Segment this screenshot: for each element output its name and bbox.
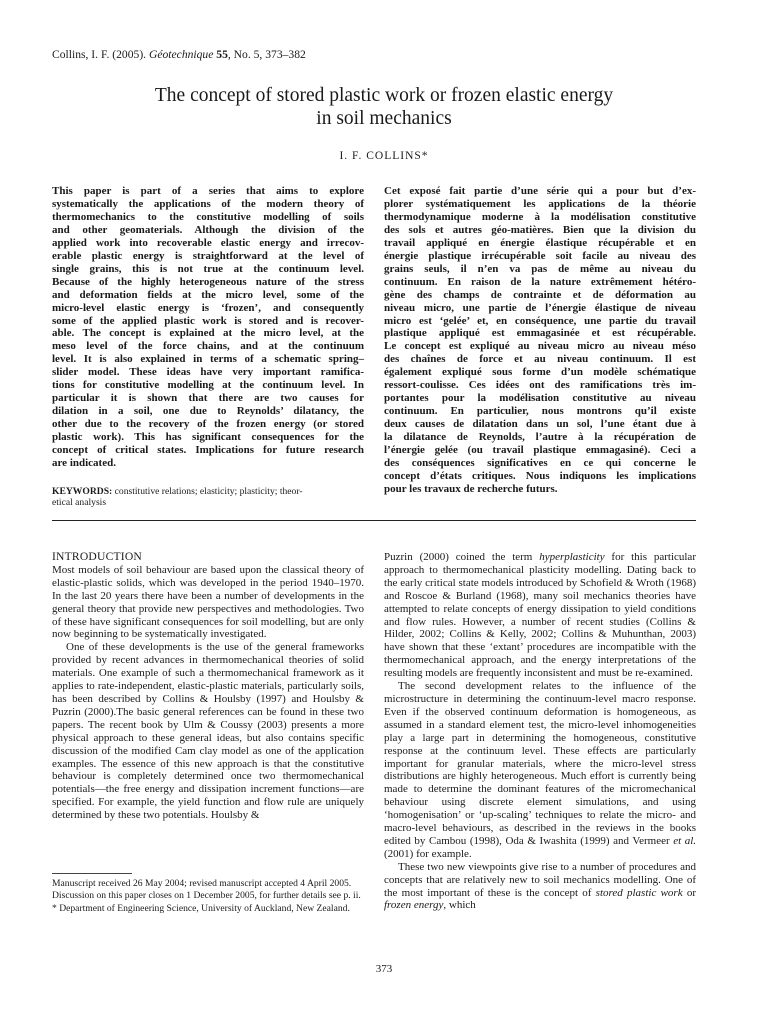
term-frozen-energy: frozen energy: [384, 899, 444, 912]
abstract-line: systematically the applications of the modern theory of: [52, 197, 364, 210]
citation-rest: , No. 5, 373–382: [227, 48, 306, 61]
abstract-line: la dilatance de Reynolds, l’autre à la récupération de: [384, 431, 696, 444]
text-run: for this particular approach to thermomechanical plasticity modelling. Dating back to the early critical state models introduced by Schofield & Wroth (1968) and Roscoe & Burland (1968), many soil mechanics theories have attempted to relate concepts of energy dissipation to yield conditions and flow rules. However, a number of recent studies (Collins & Hilder, 2002; Collins & Kelly, 2002; Collins & Muhunthan, 2003) have shown that these ‘extant’ procedures are incompatible with the thermomechanical approach, and the energy interpretations of the resulting models are frequently inconsistent and must be re-examined.: [384, 551, 696, 680]
body-right-column: [384, 551, 696, 912]
footnote-affiliation: * Department of Engineering Science, University of Auckland, New Zealand.: [52, 902, 350, 914]
abstract-line: plastique appliqué est emmagasinée et est récupérable.: [384, 327, 696, 340]
text-run: , which: [443, 899, 476, 912]
abstract-line: erable plastic energy is straightforward at the level of: [52, 249, 364, 262]
abstract-line: meso level of the force chains, and at the continuum: [52, 340, 364, 353]
abstract-line: continuum. En particulier, nous montrons qu’il existe: [384, 405, 696, 418]
abstract-line: plastic work). This has significant consequences for the: [52, 431, 364, 444]
abstract-line: Le concept est expliqué au niveau micro au niveau méso: [384, 340, 696, 353]
abstract-line: Cet exposé fait partie d’une série qui a pour but d’ex-: [384, 185, 696, 197]
abstract-line: gène des champs de contrainte et de déformation au: [384, 288, 696, 301]
abstract-line: tions for constitutive modelling at the continuum level. In: [52, 379, 364, 392]
paragraph: Most models of soil behaviour are based upon the classical theory of elastic-plastic solids, which was developed in the period 1940–1970. In the last 20 years there have been a number of developments in the general theory that provide new perspectives and methodologies. Two of these have significant consequences for soil modelling, but are only now beginning to be systematically investigated.: [52, 563, 364, 641]
paragraph: [384, 680, 696, 861]
citation-journal: Géotechnique: [148, 48, 214, 61]
footnote-divider: [52, 873, 132, 874]
footnote-received: Manuscript received 26 May 2004; revised manuscript accepted 4 April 2005.: [52, 878, 352, 889]
abstract-french: [384, 185, 696, 496]
section-divider: [52, 520, 696, 521]
abstract-line: able. The concept is explained at the micro level, at the: [52, 327, 364, 340]
abstract-line: des sols et autres géo-matières. Bien que la division du: [384, 223, 696, 236]
abstract-line: some of the applied plastic work is stored and is recover-: [52, 314, 364, 327]
abstract-line: slider model. These ideas have very important ramifica-: [52, 366, 364, 379]
footnotes: [52, 878, 364, 915]
abstract-line: particular it is shown that there are two causes for: [52, 392, 364, 405]
keywords-label: KEYWORDS:: [52, 486, 113, 497]
text-run: or: [682, 886, 696, 899]
abstract-english: [52, 185, 364, 470]
keywords-text-2: etical analysis: [52, 497, 107, 509]
abstract-line: l’énergie gelée (ou travail plastique emmagasiné). Ceci a: [384, 444, 696, 457]
citation-volume: 55: [213, 48, 228, 61]
abstract-line: continuum. En raison de la nature extrêmement hétéro-: [384, 275, 696, 288]
abstract-line: micro-level elastic energy is ‘frozen’, and consequently: [52, 301, 364, 314]
citation-line: [52, 48, 306, 61]
term-stored-plastic-work: stored plastic work: [595, 886, 683, 899]
abstract-line: and deformation fields at the micro level, some of the: [52, 288, 364, 301]
abstract-line: other due to the recovery of the frozen energy (or stored: [52, 418, 364, 431]
abstract-line: This paper is part of a series that aims to explore: [52, 185, 364, 197]
abstract-line: thermodynamique moderne à la modélisation constitutive: [384, 210, 696, 223]
page-number: 373: [375, 963, 393, 975]
paragraph: [384, 551, 696, 680]
abstract-line: deux causes de dilatation dans un sol, l’une étant due à: [384, 418, 696, 431]
abstract-line: concept d’états critiques. Nous indiquons les implications: [384, 469, 696, 482]
abstract-line: level. It is also explained in terms of a schematic spring–: [52, 353, 364, 366]
body-left-column: [52, 551, 364, 822]
abstract-line: Because of the highly heterogeneous nature of the stress: [52, 275, 364, 288]
text-run: These two new viewpoints give rise to a number of procedures and concepts that are relatively new to soil mechanics modelling. One of the most important of these is the concept of: [384, 860, 696, 899]
paragraph: One of these developments is the use of the general frameworks provided by recent advances in thermomechanical theories of solid materials. One example of such a thermomechanical framework as it applies to rate-independent, elastic-plastic materials, particularly soils, has been described by Collins & Houlsby (1997) and Houlsby & Puzrin (2000).The basic general references can be found in these two papers. The recent book by Ulm & Coussy (2003) presents a more physical approach to these general ideas, but also contains specific discussion of the modified Cam clay model as one of the application examples. The essence of this new approach is that the constitutive behaviour is completely determined once two thermomechanical potentials—the free energy and dissipation increment functions—are specified. For example, the yield function and flow rule are uniquely determined by these two potentials. Houlsby &: [52, 641, 364, 822]
abstract-line: and other geomaterials. Although the division of the: [52, 223, 364, 236]
abstract-line: dilation in a soil, one due to Reynolds’ dilatancy, the: [52, 405, 364, 418]
abstract-line: niveau micro, une partie de l’énergie élastique de niveau: [384, 301, 696, 314]
et-al: et al.: [673, 834, 697, 847]
abstract-line: des chaînes de force et au niveau continuum. Il est: [384, 353, 696, 366]
footnote-discussion: Discussion on this paper closes on 1 December 2005, for further details see p. ii.: [52, 890, 361, 902]
abstract-line: are indicated.: [52, 457, 116, 470]
abstract-line: des conséquences significatives en ce qui concerne le: [384, 457, 696, 470]
text-run: The second development relates to the influence of the microstructure in determining the continuum-level macro response. Even if the observed continuum deformation is homogeneous, as assumed in a standard element test, the micro-level inhomogeneities play a large part in determining the homogeneous, constitutive response at the continuum level. These effects are particularly important for granular materials, where the micro-level stress distributions are highly heterogeneous. Much effort is currently being made to determine the dominant features of the micromechanical behaviour using discrete element simulations, and using ‘homogenisation’ or ‘up-scaling’ techniques to relate the micro- and macro-level behaviours, as described in the reviews in the books edited by Cambou (1998), Oda & Iwashita (1999) and Vermeer: [384, 680, 696, 847]
paragraph: [384, 861, 696, 913]
keywords: [52, 486, 364, 509]
abstract-line: single grains, this is not true at the continuum level.: [52, 262, 364, 275]
abstract-line: également expliqué sous forme d’un modèle schématique: [384, 366, 696, 379]
citation-authors: Collins, I. F. (2005).: [52, 48, 149, 61]
section-heading: INTRODUCTION: [52, 550, 142, 563]
abstract-line: travail appliqué en énergie élastique récupérable et en: [384, 236, 696, 249]
keywords-text: constitutive relations; elasticity; plasticity; theor-: [112, 486, 303, 497]
author-name: I. F. COLLINS*: [339, 150, 429, 162]
text-run: (2001) for example.: [384, 847, 472, 860]
text-run: Puzrin (2000) coined the term: [384, 551, 540, 563]
abstract-line: plorer systématiquement les applications de la théorie: [384, 197, 696, 210]
term-hyperplasticity: hyperplasticity: [539, 551, 605, 563]
abstract-line: énergie plastique irrécupérable soit facile au niveau des: [384, 249, 696, 262]
abstract-line: concept of critical states. Implications for future research: [52, 444, 364, 457]
abstract-line: grains seuls, il n’en va pas de même au niveau du: [384, 262, 696, 275]
paper-title: [60, 84, 708, 130]
abstract-line: thermomechanics to the constitutive modelling of soils: [52, 210, 364, 223]
abstract-line: micro est ‘gelée’ et, en conséquence, une partie du travail: [384, 314, 696, 327]
title-line-2: in soil mechanics: [316, 108, 452, 129]
abstract-line: portantes pour la modélisation constitutive au niveau: [384, 392, 696, 405]
abstract-line: pour les travaux de recherche futurs.: [384, 482, 558, 495]
abstract-line: applied work into recoverable elastic energy and irrecov-: [52, 236, 364, 249]
abstract-line: ressort-coulisse. Ces idées ont des ramifications très im-: [384, 379, 696, 392]
title-line-1: The concept of stored plastic work or frozen elastic energy: [154, 85, 614, 106]
